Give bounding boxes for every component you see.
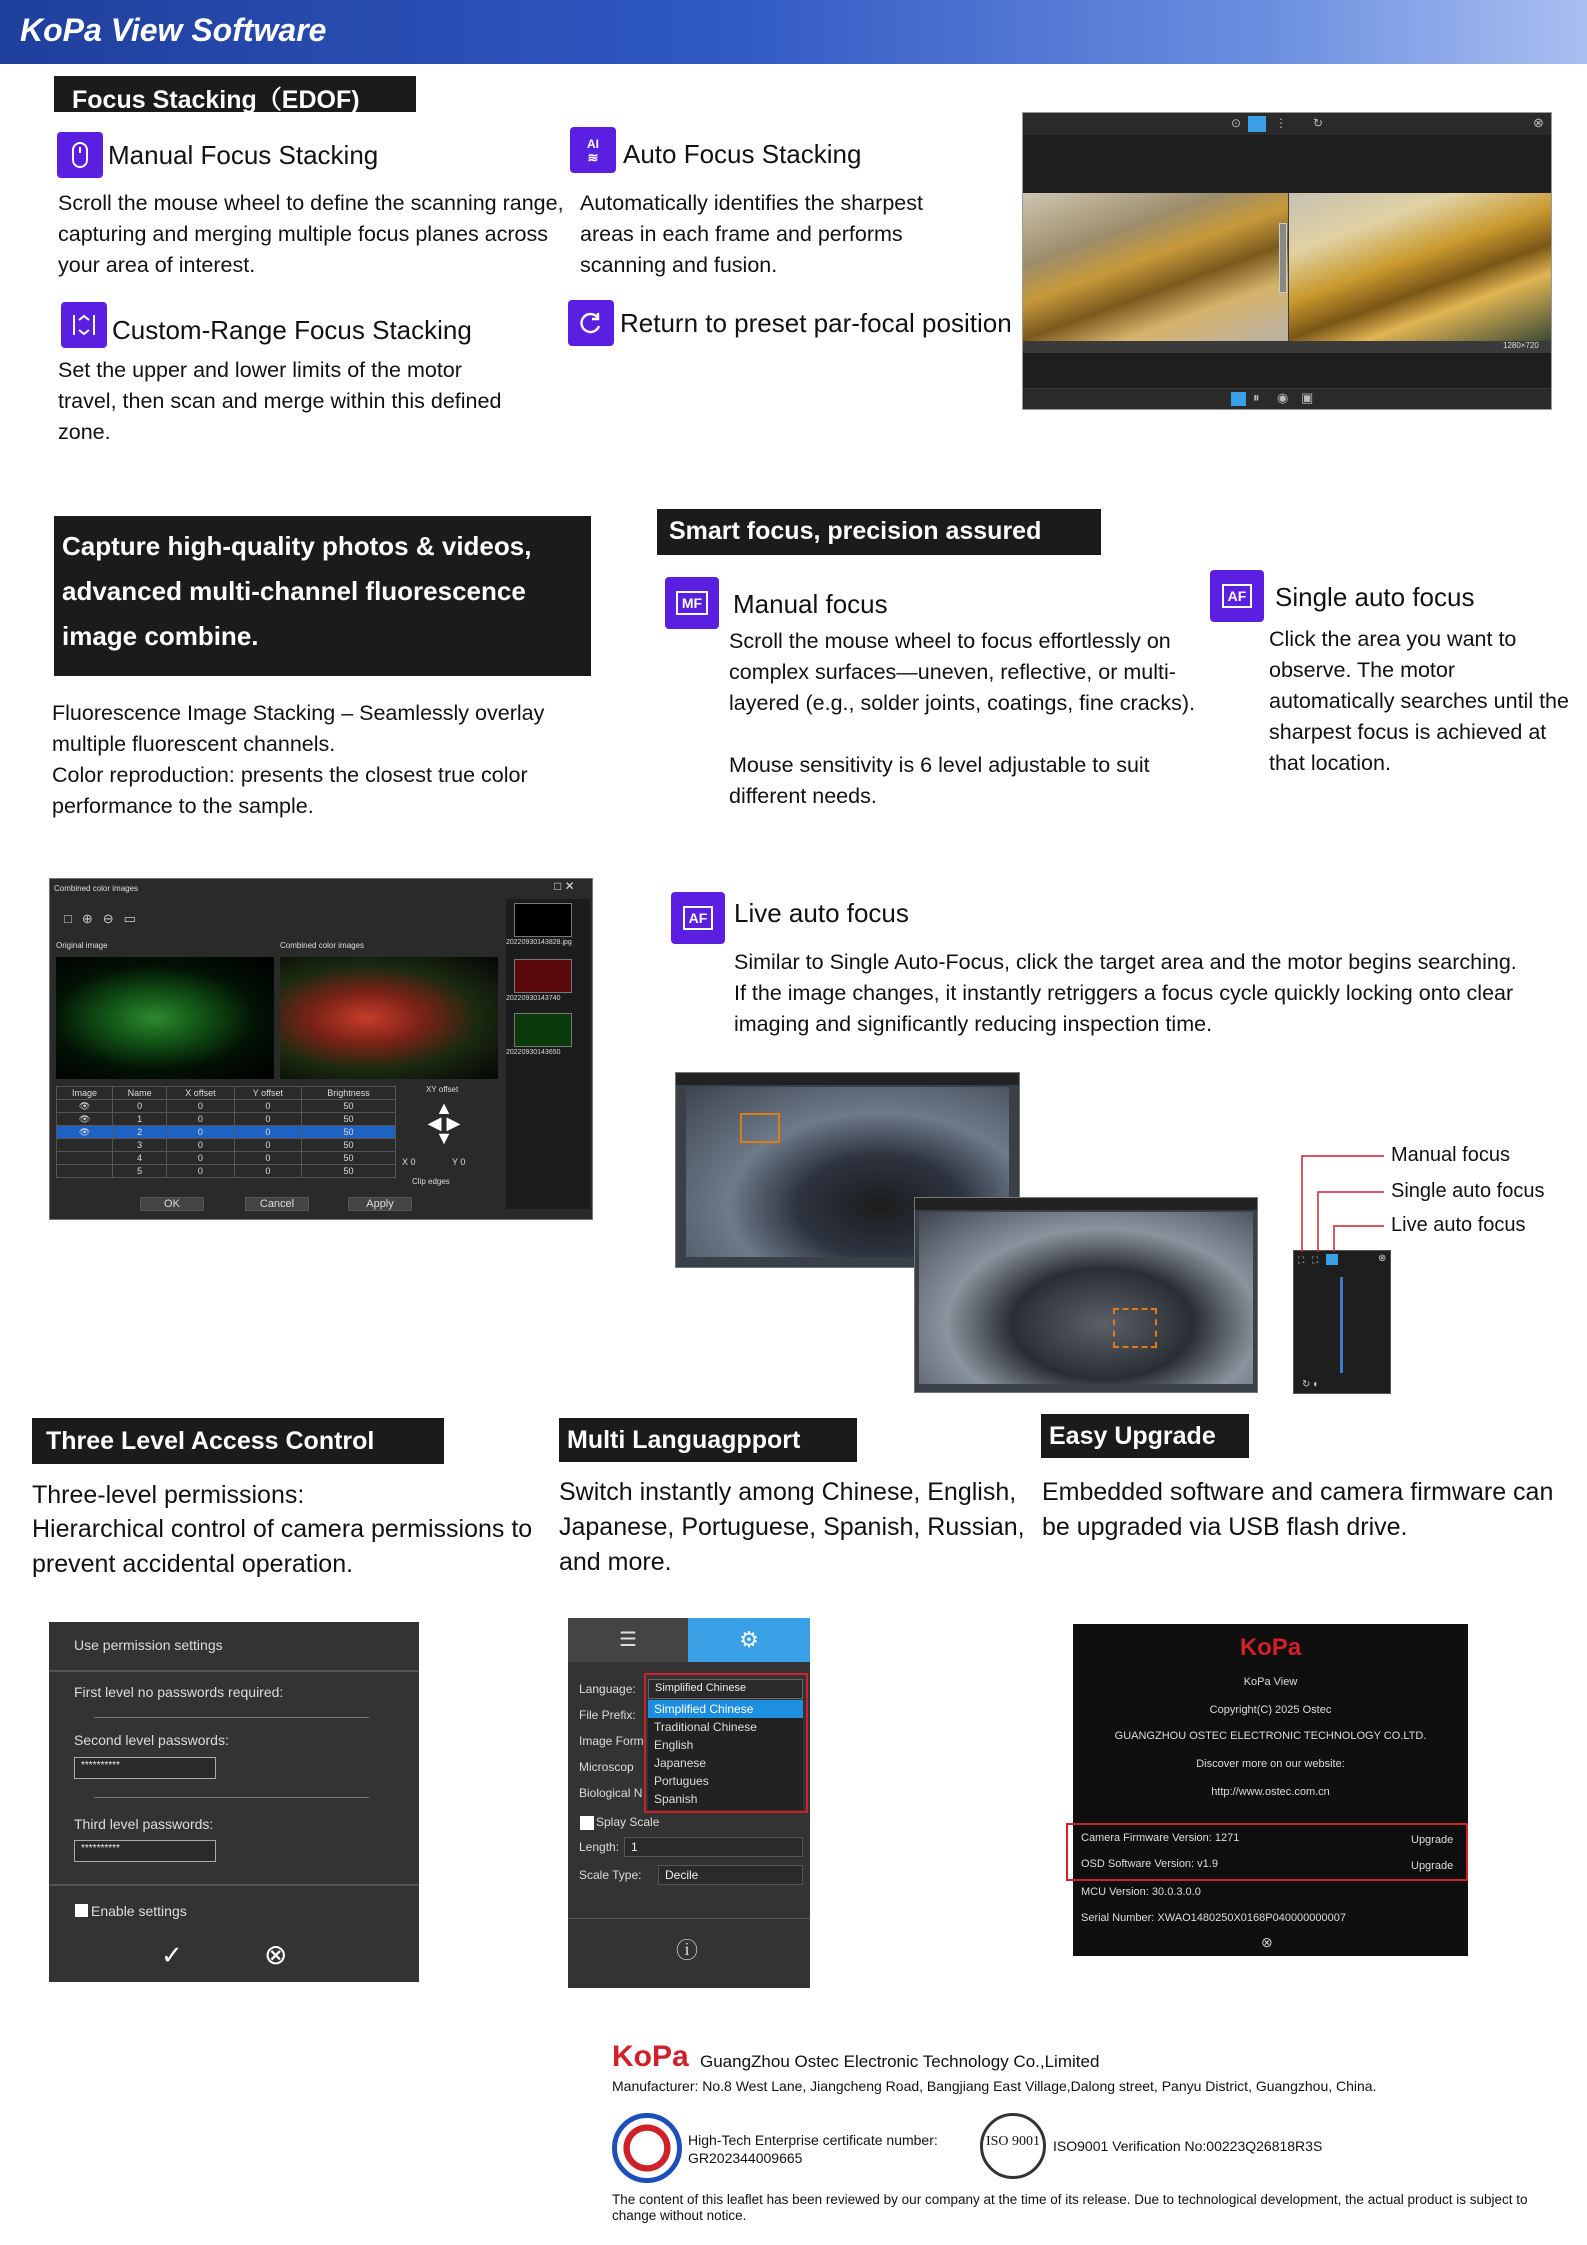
combined-image-label: Combined color images: [280, 941, 365, 950]
close-icon[interactable]: ⊗: [1533, 115, 1544, 130]
x-field[interactable]: X 0: [402, 1157, 416, 1167]
pcb-toolbar: [915, 1198, 1257, 1210]
highlight-box: [1066, 1823, 1468, 1881]
serial-number: Serial Number: XWAO1480250X0168P040000000007: [1081, 1912, 1346, 1924]
pcb-screenshot-2: [914, 1197, 1258, 1393]
biological-label: Biological N: [579, 1786, 643, 1800]
table-row[interactable]: 👁 1 0 0 50: [57, 1113, 396, 1126]
live-af-button[interactable]: [1326, 1254, 1338, 1265]
pcb-image: [919, 1212, 1253, 1384]
custom-range-text: Set the upper and lower limits of the motor travel, then scan and merge within this defined zone.: [58, 358, 502, 444]
capture-header-line1: Capture high-quality photos & videos,: [62, 531, 532, 561]
enable-checkbox[interactable]: [75, 1904, 88, 1917]
thumbnail-list: [506, 899, 590, 1209]
splay-scale-checkbox[interactable]: [580, 1816, 594, 1830]
preview-image-left: [1023, 193, 1288, 341]
stop-icon[interactable]: ◉: [1277, 390, 1289, 405]
capture-text-2: Color reproduction: presents the closest true color performance to the sample.: [52, 763, 528, 818]
manual-focus-sensitivity: Mouse sensitivity is 6 level adjustable to suit different needs.: [729, 753, 1150, 808]
splay-scale-label: Splay Scale: [596, 1815, 660, 1829]
ai-label: AI: [587, 136, 599, 151]
return-position-icon: [568, 300, 614, 346]
stack-mode-button[interactable]: [1248, 116, 1266, 132]
language-label: Language:: [579, 1682, 636, 1696]
original-image: [56, 957, 274, 1079]
language-select[interactable]: Simplified Chinese: [648, 1679, 803, 1699]
language-option[interactable]: English: [654, 1738, 694, 1752]
thumbnail[interactable]: [514, 903, 572, 937]
window-close-icon[interactable]: □ ✕: [554, 879, 575, 893]
capture-header-line2: advanced multi-channel fluorescence: [62, 576, 526, 606]
third-level-label: Third level passwords:: [74, 1816, 214, 1832]
custom-range-icon: [61, 302, 107, 348]
apply-button[interactable]: Apply: [348, 1197, 412, 1211]
single-auto-focus-title: Single auto focus: [1275, 582, 1475, 612]
return-icon[interactable]: ↻: [1313, 116, 1324, 130]
language-panel: [568, 1618, 810, 1988]
enable-settings-label: Enable settings: [91, 1903, 187, 1919]
permission-panel: [49, 1622, 419, 1982]
mf-button[interactable]: ⛶: [1298, 1255, 1305, 1265]
table-row-selected[interactable]: 👁 2 0 0 50: [57, 1126, 396, 1139]
preview-toolbar: [1023, 113, 1551, 135]
table-row[interactable]: 👁 0 0 0 50: [57, 1100, 396, 1113]
callout-manual-focus: Manual focus: [1391, 1144, 1510, 1166]
focus-stacking-header: Focus Stacking（EDOF): [54, 76, 416, 112]
table-row[interactable]: 5 0 0 50: [57, 1165, 396, 1178]
fluor-window-title: Combined color images: [54, 884, 139, 893]
image-format-label: Image Form: [579, 1734, 644, 1748]
af-icon: [1210, 570, 1264, 622]
company-name: GUANGZHOU OSTEC ELECTRONIC TECHNOLOGY CO.LTD.: [1114, 1730, 1427, 1742]
auto-focus-stacking-text: Automatically identifies the sharpest areas in each frame and performs scanning and fusion.: [580, 191, 923, 277]
top-banner: [0, 0, 1587, 64]
capture-header: [54, 516, 591, 676]
af-button[interactable]: ⛶: [1312, 1255, 1319, 1265]
discover-label: Discover more on our website:: [1196, 1758, 1345, 1770]
focus-stack-preview: [1022, 112, 1552, 410]
capture-header-line3: image combine.: [62, 621, 259, 651]
focus-control-panel: [1293, 1250, 1391, 1394]
osd-upgrade-button[interactable]: Upgrade: [1411, 1860, 1454, 1872]
y-field[interactable]: Y 0: [452, 1157, 466, 1167]
brand-title: KoPa View Software: [20, 12, 327, 48]
hightech-seal: [612, 2113, 682, 2183]
permission-panel-title: Use permission settings: [74, 1637, 223, 1653]
thumb-name-1: 20220930143828.jpg: [506, 939, 572, 946]
ai-stack-icon: AI ≋: [570, 127, 616, 173]
col-y-offset: Y offset: [234, 1087, 301, 1100]
scale-type-select[interactable]: Decile: [658, 1865, 803, 1885]
combined-image: [280, 957, 498, 1079]
focus-track[interactable]: [1340, 1277, 1343, 1373]
iso-verification: ISO9001 Verification No:00223Q26818R3S: [1053, 2138, 1323, 2154]
language-header: Multi Languagpport: [559, 1418, 857, 1462]
live-auto-focus-text: Similar to Single Auto-Focus, click the target area and the motor begins searching. If the image changes, it instantly retriggers a focus cycle quickly locking onto clear imaging and significantly reducing inspection time.: [734, 950, 1517, 1036]
file-prefix-label: File Prefix:: [579, 1708, 636, 1722]
tab-gear[interactable]: ⚙: [688, 1618, 810, 1662]
tool-icons[interactable]: □⊕⊖▭: [64, 911, 146, 926]
clip-edges-checkbox[interactable]: Clip edges: [412, 1177, 450, 1186]
access-text-2: Hierarchical control of camera permissions to prevent accidental operation.: [32, 1515, 533, 1578]
manual-focus-text: Scroll the mouse wheel to focus effortlessly on complex surfaces—uneven, reflective, or multi-layered (e.g., solder joints, coatings, fine cracks).: [729, 629, 1196, 715]
confirm-icon[interactable]: ✓: [161, 1940, 183, 1970]
language-option[interactable]: Portugues: [654, 1774, 709, 1788]
thumb-name-2: 20220930143740: [506, 995, 561, 1002]
scale-type-label: Scale Type:: [579, 1868, 642, 1882]
play-button[interactable]: [1231, 392, 1246, 406]
channel-table: [56, 1086, 396, 1178]
osd-version: OSD Software Version: v1.9: [1081, 1858, 1218, 1870]
capture-text-1: Fluorescence Image Stacking – Seamlessly overlay multiple fluorescent channels.: [52, 701, 545, 756]
first-level-label: First level no passwords required:: [74, 1684, 284, 1700]
table-row[interactable]: 4 0 0 50: [57, 1152, 396, 1165]
callout-single-auto-focus: Single auto focus: [1391, 1180, 1545, 1202]
manual-focus-title: Manual focus: [733, 589, 888, 619]
length-field[interactable]: 1: [624, 1837, 803, 1857]
language-text: Switch instantly among Chinese, English, Japanese, Portuguese, Spanish, Russian, and more.: [559, 1478, 1025, 1576]
thumbnail[interactable]: [514, 1013, 572, 1047]
callout-live-auto-focus: Live auto focus: [1391, 1214, 1526, 1236]
table-row[interactable]: 3 0 0 50: [57, 1139, 396, 1152]
fluorescence-window: [49, 878, 593, 1220]
preview-image-right: [1289, 193, 1551, 341]
length-label: Length:: [579, 1840, 620, 1854]
table-header-row: [57, 1087, 396, 1100]
access-text-1: Three-level permissions:: [32, 1481, 305, 1509]
col-image: Image: [57, 1087, 113, 1100]
iso-seal: ISO 9001: [980, 2113, 1046, 2179]
highlight-box: [644, 1673, 808, 1813]
upgrade-header: Easy Upgrade: [1041, 1414, 1249, 1458]
camera-icon[interactable]: ▣: [1301, 390, 1314, 405]
preview-bottom-bar: [1023, 389, 1551, 409]
website-link[interactable]: http://www.ostec.com.cn: [1211, 1786, 1330, 1798]
range-mode-icon[interactable]: ⋮: [1275, 116, 1287, 130]
upgrade-panel: [1073, 1624, 1468, 1956]
mouse-mode-icon[interactable]: ⊙: [1231, 116, 1242, 130]
thumbnail[interactable]: [514, 959, 572, 993]
language-option[interactable]: Spanish: [654, 1792, 698, 1806]
thumb-name-3: 20220930143650: [506, 1049, 561, 1056]
mf-icon: [665, 577, 719, 629]
focus-target-box[interactable]: [740, 1113, 780, 1143]
language-option[interactable]: Japanese: [654, 1756, 707, 1770]
tab-settings-sliders[interactable]: ☰: [568, 1618, 688, 1662]
xy-offset-label: XY offset: [426, 1085, 459, 1094]
footer-company: GuangZhou Ostec Electronic Technology Co.,Limited: [700, 2052, 1100, 2071]
live-af-icon-label: AF: [683, 906, 714, 930]
footer-logo: KoPa: [612, 2040, 689, 2073]
upgrade-text: Embedded software and camera firmware can be upgraded via USB flash drive.: [1042, 1478, 1554, 1541]
live-auto-focus-title: Live auto focus: [734, 898, 909, 928]
second-level-password[interactable]: **********: [74, 1757, 216, 1779]
reset-icon[interactable]: ↻ ◐: [1302, 1379, 1320, 1390]
manual-focus-stacking-text: Scroll the mouse wheel to define the scanning range, capturing and merging multiple focus planes across your area of interest.: [58, 191, 564, 277]
preview-resolution: 1280×720: [1503, 341, 1539, 350]
col-brightness: Brightness: [302, 1087, 396, 1100]
pcb-toolbar: [676, 1073, 1019, 1085]
cancel-icon[interactable]: ⊗: [264, 1939, 288, 1970]
col-name: Name: [113, 1087, 167, 1100]
live-af-icon: [671, 892, 725, 944]
original-image-label: Original image: [56, 941, 108, 950]
smart-focus-header: Smart focus, precision assured: [657, 509, 1101, 555]
copyright: Copyright(C) 2025 Ostec: [1209, 1704, 1332, 1716]
hightech-label: High-Tech Enterprise certificate number:: [688, 2132, 938, 2148]
upgrade-logo: KoPa: [1239, 1634, 1302, 1661]
return-position-title: Return to preset par-focal position: [620, 308, 1012, 338]
custom-range-title: Custom-Range Focus Stacking: [112, 315, 472, 345]
single-auto-focus-text: Click the area you want to observe. The motor automatically searches until the sharpest focus is achieved at that location.: [1269, 627, 1569, 775]
callout-lines: [1296, 1148, 1386, 1254]
second-level-label: Second level passwords:: [74, 1732, 229, 1748]
app-name: KoPa View: [1243, 1676, 1298, 1688]
close-icon[interactable]: ⊗: [1378, 1253, 1387, 1264]
af-icon-label: AF: [1222, 584, 1253, 608]
language-option[interactable]: Simplified Chinese: [648, 1700, 803, 1718]
hightech-number: GR202344009665: [688, 2150, 803, 2166]
cancel-button[interactable]: Cancel: [245, 1197, 309, 1211]
mouse-icon: [57, 132, 103, 178]
col-x-offset: X offset: [167, 1087, 235, 1100]
footer-address: Manufacturer: No.8 West Lane, Jiangcheng Road, Bangjiang East Village,Dalong street, Panyu District, Guangzhou, China.: [612, 2078, 1377, 2094]
xy-arrow-pad[interactable]: ▲ ◀ ▶ ▼: [427, 1098, 461, 1148]
focus-target-box[interactable]: [1113, 1308, 1157, 1348]
info-icon[interactable]: ⓘ: [676, 1938, 699, 1963]
access-control-header: Three Level Access Control: [32, 1418, 444, 1464]
ok-button[interactable]: OK: [140, 1197, 204, 1211]
mcu-version: MCU Version: 30.0.3.0.0: [1081, 1886, 1201, 1898]
auto-focus-stacking-title: Auto Focus Stacking: [623, 139, 862, 169]
firmware-upgrade-button[interactable]: Upgrade: [1411, 1834, 1454, 1846]
firmware-version: Camera Firmware Version: 1271: [1081, 1832, 1240, 1844]
focus-slider[interactable]: [1279, 223, 1287, 293]
third-level-password[interactable]: **********: [74, 1840, 216, 1862]
microscope-label: Microscop: [579, 1760, 634, 1774]
close-icon[interactable]: ⊗: [1261, 1934, 1273, 1950]
footer-disclaimer: The content of this leaflet has been reviewed by our company at the time of its release. Due to technological development, the actual product is subject to change without notice.: [612, 2192, 1528, 2223]
mf-icon-label: MF: [676, 591, 708, 615]
pause-icon[interactable]: ⏸: [1253, 390, 1260, 405]
language-option[interactable]: Traditional Chinese: [654, 1720, 757, 1734]
manual-focus-stacking-title: Manual Focus Stacking: [108, 140, 379, 170]
